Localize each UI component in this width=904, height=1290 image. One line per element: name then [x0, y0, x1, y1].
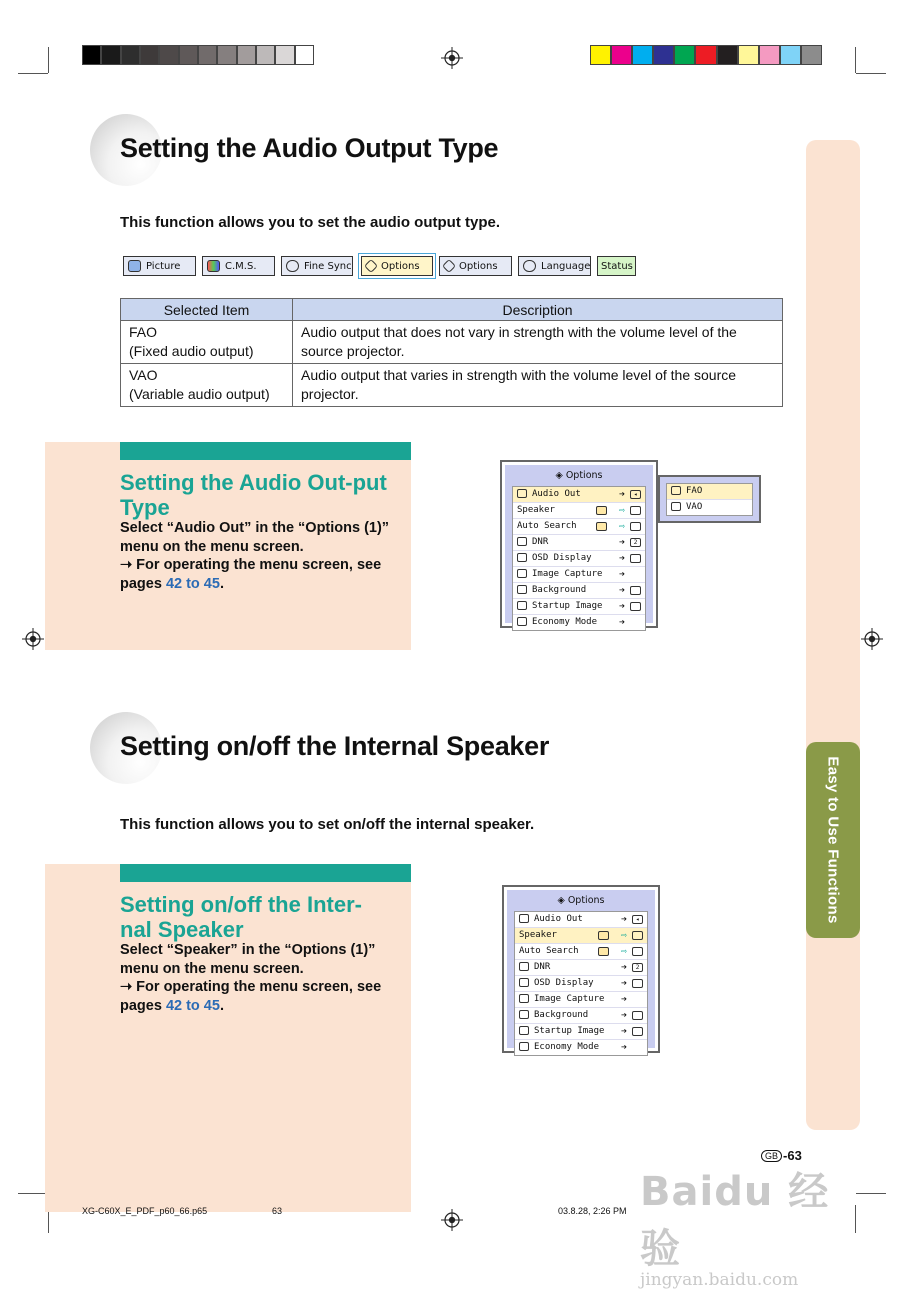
crop-mark — [855, 47, 856, 73]
cms-icon — [207, 260, 220, 272]
calibration-swatch — [632, 45, 653, 65]
section-title: Setting the Audio Output Type — [120, 133, 499, 163]
panel-text: Select “Speaker” in the “Options (1)” menu on the menu screen. ➝ For operating the menu screen, see pages 42 to 45. — [120, 942, 382, 1014]
osd-display-icon — [519, 978, 529, 987]
calibration-swatch — [674, 45, 695, 65]
speaker-icon — [671, 486, 681, 495]
calibration-swatch — [738, 45, 759, 65]
level-icon: 2 — [630, 538, 641, 547]
setting-icon — [632, 947, 643, 956]
setting-icon — [632, 1027, 643, 1036]
menu-tab-options-1: Options — [361, 256, 433, 276]
osd-item-speaker: Speaker ⇨ — [515, 928, 647, 944]
calibration-swatch — [759, 45, 780, 65]
background-icon — [519, 1010, 529, 1019]
setting-icon — [630, 522, 641, 531]
section-title: Setting on/off the Internal Speaker — [120, 731, 550, 761]
description-table — [120, 298, 783, 407]
registration-mark-icon — [441, 47, 463, 69]
calibration-swatch — [159, 45, 178, 65]
calibration-swatch — [198, 45, 217, 65]
options-menu-screen — [502, 885, 660, 1053]
table-cell-description: Audio output that does not vary in strength with the volume level of the source projector. — [293, 321, 783, 364]
calibration-swatch — [695, 45, 716, 65]
setting-icon — [630, 586, 641, 595]
panel-header-bar — [120, 442, 411, 460]
menu-tab-status: Status — [597, 256, 636, 276]
calibration-swatch — [121, 45, 140, 65]
osd-item-osd-display: OSD Display ➔ — [513, 551, 645, 567]
osd-list — [512, 486, 646, 631]
calibration-swatch — [590, 45, 611, 65]
osd-item-background: Background ➔ — [513, 583, 645, 599]
menu-tab-fine-sync: Fine Sync — [281, 256, 353, 276]
watermark: Baidu 经验 jingyan.baidu.com — [640, 1169, 830, 1290]
panel-text: Select “Audio Out” in the “Options (1)” menu on the menu screen. ➝ For operating the menu screen, see pages 42 to 45. — [120, 520, 390, 592]
crop-mark — [18, 1193, 48, 1194]
panel-header-bar — [120, 864, 411, 882]
submenu-item-vao: VAO — [667, 500, 752, 515]
gray-calibration-bar — [82, 45, 314, 65]
osd-item-osd-display: OSD Display ➔ — [515, 976, 647, 992]
side-tab-label: Easy to Use Functions — [824, 756, 842, 924]
options-menu-screen — [500, 460, 658, 628]
osd-item-image-capture: Image Capture ➔ — [513, 567, 645, 583]
speaker-icon — [671, 502, 681, 511]
submenu-item-fao: FAO — [667, 484, 752, 500]
menu-tab-picture: Picture — [123, 256, 196, 276]
osd-title: ◈ Options — [555, 470, 603, 481]
startup-image-icon — [517, 601, 527, 610]
region-badge: GB — [761, 1150, 782, 1162]
calibration-swatch — [217, 45, 236, 65]
menu-tab-language: Language — [518, 256, 591, 276]
panel-title: Setting the Audio Out-put Type — [120, 470, 387, 520]
osd-item-speaker: Speaker ⇨ — [513, 503, 645, 519]
options-icon: ◈ — [555, 470, 566, 481]
osd-item-economy-mode: Economy Mode ➔ — [513, 615, 645, 630]
footer-filename: XG-C60X_E_PDF_p60_66.p65 — [82, 1206, 208, 1216]
osd-item-startup-image: Startup Image ➔ — [515, 1024, 647, 1040]
osd-item-audio-out: Audio Out ➔ ◂ — [515, 912, 647, 928]
image-capture-icon — [519, 994, 529, 1003]
footer-date: 03.8.28, 2:26 PM — [558, 1206, 627, 1216]
table-cell-item: VAO (Variable audio output) — [121, 364, 293, 407]
setting-icon — [630, 506, 641, 515]
menu-tab-options-2: Options — [439, 256, 512, 276]
options-icon: ◈ — [557, 895, 568, 906]
calibration-swatch — [780, 45, 801, 65]
registration-mark-icon — [441, 1209, 463, 1231]
calibration-swatch — [653, 45, 674, 65]
registration-mark-icon — [861, 628, 883, 650]
osd-item-dnr: DNR ➔ 2 — [513, 535, 645, 551]
audio-out-submenu — [658, 475, 761, 523]
speaker-icon — [517, 489, 527, 498]
options-icon — [364, 259, 378, 273]
section-intro: This function allows you to set the audio output type. — [120, 214, 500, 231]
picture-icon — [128, 260, 141, 272]
calibration-swatch — [140, 45, 159, 65]
setting-icon — [630, 602, 641, 611]
registration-mark-icon — [22, 628, 44, 650]
setting-icon — [632, 931, 643, 940]
osd-item-auto-search: Auto Search ⇨ — [515, 944, 647, 960]
speaker-icon: ◂ — [630, 490, 641, 499]
options-icon — [442, 259, 456, 273]
speaker-icon: ◂ — [632, 915, 643, 924]
osd-display-icon — [517, 553, 527, 562]
dnr-icon — [519, 962, 529, 971]
side-tab-background — [806, 140, 860, 1130]
calibration-swatch — [82, 45, 101, 65]
language-icon — [523, 260, 536, 272]
table-cell-item: FAO (Fixed audio output) — [121, 321, 293, 364]
calibration-swatch — [179, 45, 198, 65]
table-row — [121, 364, 783, 407]
osd-item-audio-out: Audio Out ➔ ◂ — [513, 487, 645, 503]
speaker-icon — [519, 914, 529, 923]
level-icon: 2 — [632, 963, 643, 972]
footer-page: 63 — [272, 1206, 283, 1216]
fine-sync-icon — [286, 260, 299, 272]
calibration-swatch — [295, 45, 314, 65]
startup-image-icon — [519, 1026, 529, 1035]
osd-item-auto-search: Auto Search ⇨ — [513, 519, 645, 535]
osd-item-economy-mode: Economy Mode ➔ — [515, 1040, 647, 1055]
crop-mark — [856, 73, 886, 74]
crop-mark — [18, 73, 48, 74]
calibration-swatch — [237, 45, 256, 65]
table-header-row — [121, 299, 783, 321]
calibration-swatch — [717, 45, 738, 65]
instruction-panel — [45, 864, 411, 1212]
image-capture-icon — [517, 569, 527, 578]
osd-title: ◈ Options — [557, 895, 605, 906]
display-icon — [630, 554, 641, 563]
osd-item-image-capture: Image Capture ➔ — [515, 992, 647, 1008]
osd-item-startup-image: Startup Image ➔ — [513, 599, 645, 615]
dnr-icon — [517, 537, 527, 546]
crop-mark — [48, 47, 49, 73]
osd-item-background: Background ➔ — [515, 1008, 647, 1024]
instruction-panel — [45, 442, 411, 650]
setting-icon — [632, 1011, 643, 1020]
calibration-swatch — [275, 45, 294, 65]
page-number: GB -63 — [761, 1148, 802, 1163]
table-row — [121, 321, 783, 364]
page-link[interactable]: 42 to 45 — [165, 575, 220, 592]
background-icon — [517, 585, 527, 594]
table-cell-description: Audio output that varies in strength with the volume level of the source projector. — [293, 364, 783, 407]
osd-list — [514, 911, 648, 1056]
page-link[interactable]: 42 to 45 — [165, 997, 220, 1014]
panel-title: Setting on/off the Inter-nal Speaker — [120, 892, 362, 942]
color-calibration-bar — [590, 45, 822, 65]
economy-mode-icon — [519, 1042, 529, 1051]
osd-item-dnr: DNR ➔ 2 — [515, 960, 647, 976]
calibration-swatch — [611, 45, 632, 65]
menu-tab-cms: C.M.S. — [202, 256, 275, 276]
table-header: Selected Item — [121, 299, 293, 321]
display-icon — [632, 979, 643, 988]
calibration-swatch — [101, 45, 120, 65]
economy-mode-icon — [517, 617, 527, 626]
calibration-swatch — [256, 45, 275, 65]
section-intro: This function allows you to set on/off the internal speaker. — [120, 816, 535, 833]
calibration-swatch — [801, 45, 822, 65]
table-header: Description — [293, 299, 783, 321]
